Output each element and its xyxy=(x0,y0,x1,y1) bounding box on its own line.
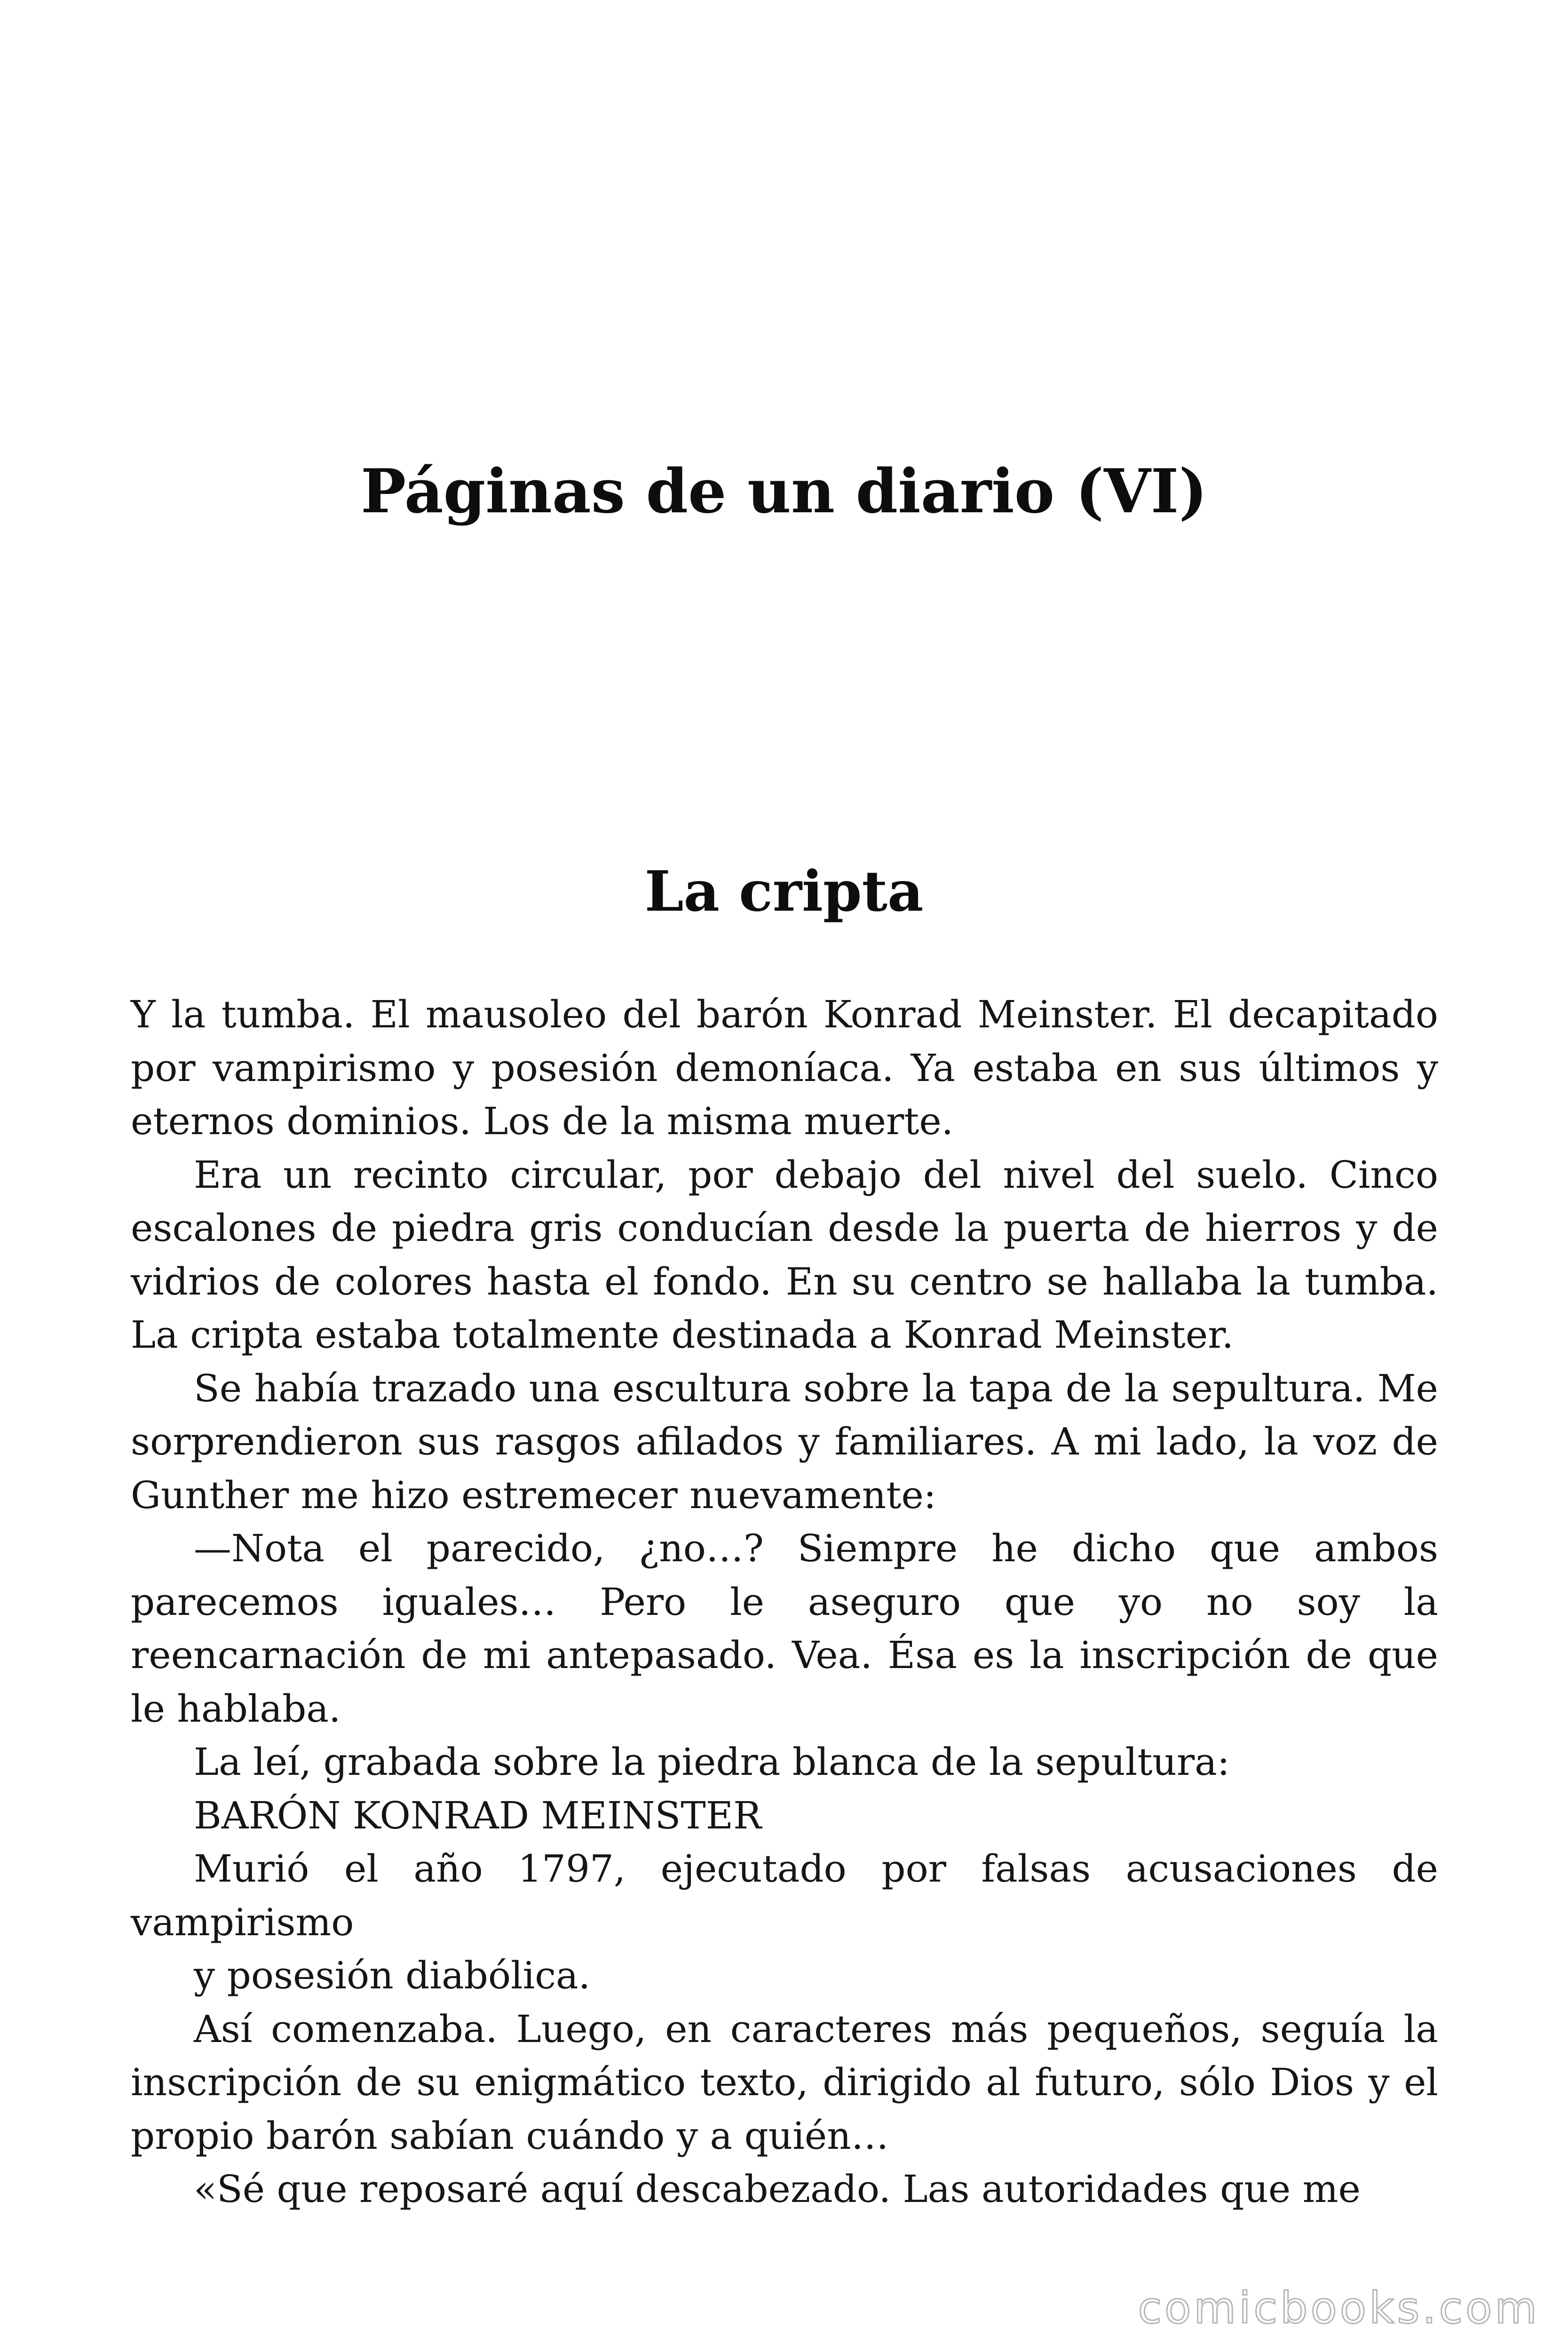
inscription-heading: BARÓN KONRAD MEINSTER xyxy=(194,1793,762,1837)
dialogue-paragraph: —Nota el parecido, ¿no…? Siempre he dicho que ambos parecemos iguales… Pero le aseguro que yo no soy la reencarnación de mi antepasado. Vea. Ésa es la inscripción de que le hablaba. xyxy=(131,1526,1438,1731)
chapter-body xyxy=(131,988,1438,2216)
paragraph: Se había trazado una escultura sobre la tapa de la sepultura. Me sorprendieron sus rasgos afilados y familiares. A mi lado, la voz de Gunther me hizo estremecer nuevamente: xyxy=(131,1366,1438,1517)
part-title: Páginas de un diario (VI) xyxy=(360,456,1208,527)
chapter-title: La cripta xyxy=(644,858,924,924)
paragraph: Y la tumba. El mausoleo del barón Konrad Meinster. El decapitado por vampirismo y posesión demoníaca. Ya estaba en sus últimos y eternos dominios. Los de la misma muerte. xyxy=(131,993,1438,1143)
paragraph: «Sé que reposaré aquí descabezado. Las autoridades que me xyxy=(194,2167,1361,2211)
paragraph: Era un recinto circular, por debajo del nivel del suelo. Cinco escalones de piedra gris conducían desde la puerta de hierros y de vidrios de colores hasta el fondo. En su centro se hallaba la tumba. La cripta estaba totalmente destinada a Konrad Meinster. xyxy=(131,1152,1438,1357)
inscription-line: y posesión diabólica. xyxy=(194,1954,591,1997)
paragraph: Así comenzaba. Luego, en caracteres más pequeños, seguía la inscripción de su enigmático texto, dirigido al futuro, sólo Dios y el propio barón sabían cuándo y a quién… xyxy=(131,2007,1438,2158)
watermark: comicbooks.com xyxy=(1138,2283,1540,2333)
inscription-line: Murió el año 1797, ejecutado por falsas acusaciones de vampirismo xyxy=(131,1847,1438,1944)
paragraph: La leí, grabada sobre la piedra blanca de la sepultura: xyxy=(194,1740,1230,1784)
